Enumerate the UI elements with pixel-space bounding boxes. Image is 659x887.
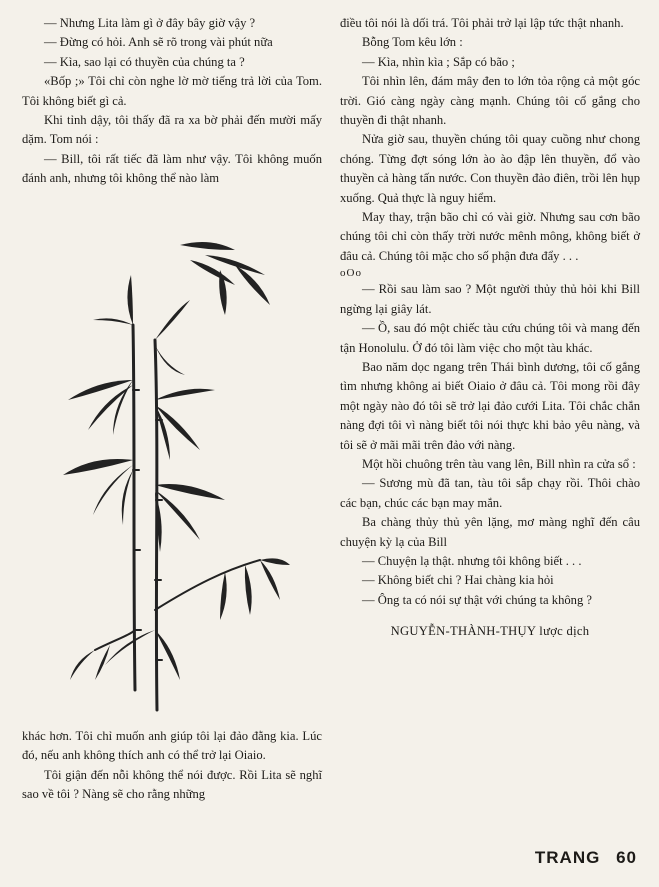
page-label: TRANG xyxy=(534,848,601,867)
right-column xyxy=(340,14,640,642)
left-column-bottom xyxy=(22,727,322,805)
paragraph: Một hồi chuông trên tàu vang lên, Bill nhìn ra cửa sổ : xyxy=(362,456,636,471)
paragraph: — Kìa, nhìn kìa ; Sắp có bão ; xyxy=(362,54,515,69)
paragraph: Khi tỉnh dậy, tôi thấy đã ra xa bờ phải đến mười mấy dặm. Tom nói : xyxy=(22,113,322,147)
paragraph: điều tôi nói là dối trá. Tôi phải trở lại lập tức thật nhanh. xyxy=(340,16,624,30)
paragraph: — Đừng có hỏi. Anh sẽ rõ trong vài phút nữa xyxy=(44,35,273,50)
paragraph: — Bill, tôi rất tiếc đã làm như vậy. Tôi không muốn đánh anh, nhưng tôi không thể nào làm xyxy=(22,151,322,186)
paragraph: «Bốp ;» Tôi chỉ còn nghe lờ mờ tiếng trả lời của Tom. Tôi không biết gì cả. xyxy=(22,74,322,108)
paragraph: khác hơn. Tôi chỉ muốn anh giúp tôi lại đảo đằng kia. Lúc đó, nếu anh không thích anh có thể trở lại Oiaio. xyxy=(22,729,322,763)
paragraph: — Nhưng Lita làm gì ở đây bây giờ vậy ? xyxy=(44,16,256,30)
paragraph: — Kìa, sao lại có thuyền của chúng ta ? xyxy=(44,54,245,69)
paragraph: May thay, trận bão chỉ có vài giờ. Nhưng sau cơn bão chúng tôi chỉ còn thấy trời nước mênh mông, không biết ở đâu cả. Chúng tôi mặc cho số phận đưa đẩy . . . xyxy=(340,210,640,263)
left-column-top xyxy=(22,14,322,189)
paragraph: Tôi nhìn lên, đám mây đen to lớn tỏa rộng cả một góc trời. Gió càng ngày càng mạnh. Chúng tôi cố gắng cho thuyền đi thật nhanh. xyxy=(340,74,640,128)
bamboo-illustration xyxy=(55,230,295,715)
paragraph: Ba chàng thủy thủ yên lặng, mơ màng nghĩ đến câu chuyện kỳ lạ của Bill xyxy=(340,515,640,549)
paragraph: — Không biết chi ? Hai chàng kia hỏi xyxy=(362,573,554,588)
translator-credit: NGUYỄN-THÀNH-THỤY lược dịch xyxy=(390,624,590,639)
page-footer xyxy=(535,848,637,868)
paragraph: — Ông ta có nói sự thật với chúng ta không ? xyxy=(362,592,592,607)
section-separator: oOo xyxy=(340,267,362,280)
paragraph: — Ồ, sau đó một chiếc tàu cứu chúng tôi và mang đến tận Honolulu. Ở đó tôi làm việc cho một tàu khác. xyxy=(340,321,640,355)
paragraph: Bao năm dọc ngang trên Thái bình dương, tôi cố gắng tìm nhưng không ai biết Oiaio ở đâu cả. Tôi mong rồi đây một ngày nào đó tôi sẽ trở lại đảo cưới Lita. Tôi chắc chắn nàng đợi tôi vì nàng biết tôi nói thực khi bảo yêu nàng, và tôi sẽ ở mãi mãi trên đảo với nàng. xyxy=(340,359,640,452)
paragraph: Nửa giờ sau, thuyền chúng tôi quay cuồng như chong chóng. Từng đợt sóng lớn ào ào đập lên thuyền, đổ vào thuyền cả hàng tấn nước. Con thuyền đảo điên, trồi lên hụp xuống. Quả thực là nguy hiểm. xyxy=(340,132,640,205)
paragraph: — Sương mù đã tan, tàu tôi sắp chạy rồi. Thôi chào các bạn, chúc các bạn may mắn. xyxy=(340,476,640,510)
paragraph: Tôi giận đến nỗi không thể nói được. Rồi Lita sẽ nghĩ sao về tôi ? Nàng sẽ cho rằng những xyxy=(22,767,322,802)
bamboo-leaves xyxy=(63,242,290,680)
page-number: 60 xyxy=(616,848,637,867)
paragraph: Bỗng Tom kêu lớn : xyxy=(362,35,463,50)
paragraph: — Chuyện lạ thật. nhưng tôi không biết . . . xyxy=(362,553,582,568)
paragraph: — Rồi sau làm sao ? Một người thủy thủ hỏi khi Bill ngừng lại giây lát. xyxy=(340,282,640,316)
